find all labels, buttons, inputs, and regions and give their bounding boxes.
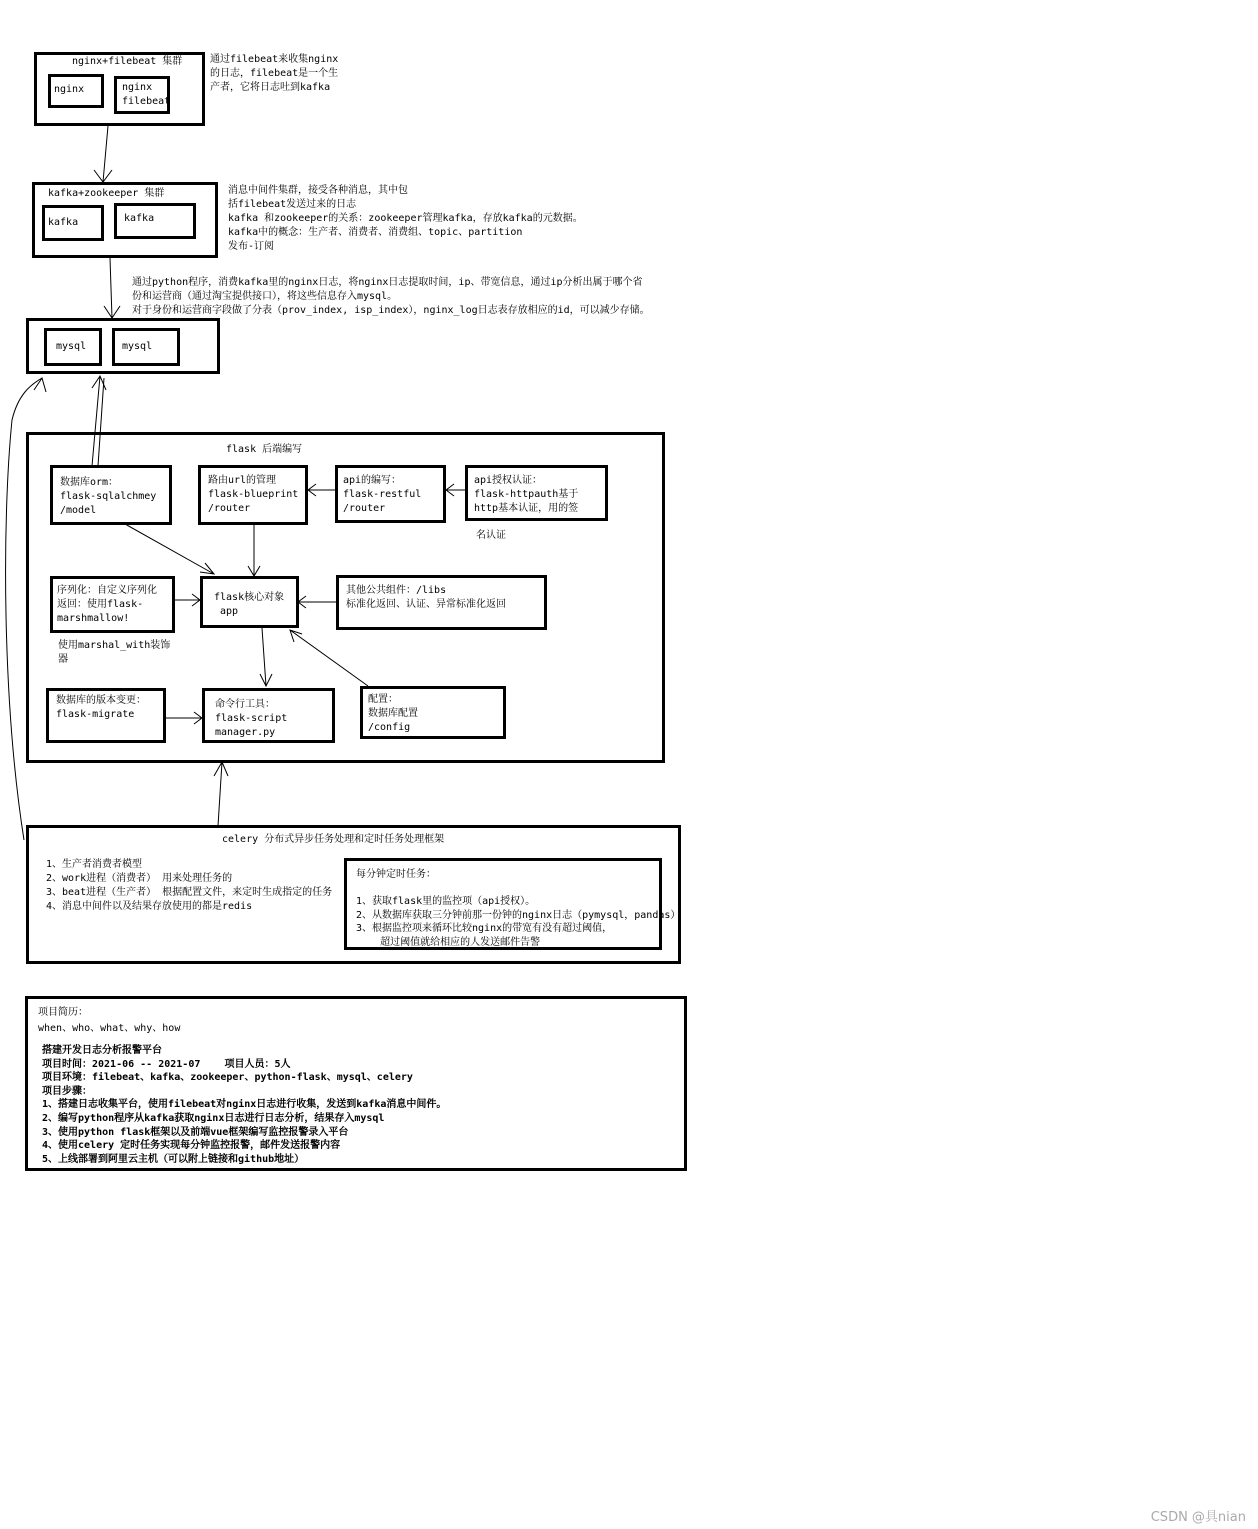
resume-body: 搭建开发日志分析报警平台 项目时间：2021-06 -- 2021-07 项目人员：5人 项目环境：filebeat、kafka、zookeeper、python-flask、mysql、celery 项目步骤： 1、搭建日志收集平台，使用filebeat对nginx日志进行收集，发送到kafka消息中间件。 2、编写python程序从kafka获取nginx日志进行日志分析，结果存入mysql 3、使用python flask框架以及前端vue框架编写监控报警录入平台 4、使用celery 定时任务实现每分钟监控报警，邮件发送报警内容 5、上线部署到阿里云主机（可以附上链接和github地址） [42, 1045, 447, 1165]
celery-items: 1、生产者消费者模型 2、work进程（消费者） 用来处理任务的 3、beat进程（生产者） 根据配置文件，来定时生成指定的任务 4、消息中间件以及结果存放使用的都是redis [46, 859, 333, 912]
python-consumer-note: 通过python程序，消费kafka里的nginx日志，将nginx日志提取时间，ip、带宽信息，通过ip分析出属于哪个省 份和运营商（通过淘宝提供接口），将这些信息存入mysql。 对于身份和运营商字段做了分表（prov_index, isp_index），nginx_log日志表存放相应的id，可以减少存储。 [132, 277, 650, 316]
script-text: 命令行工具： flask-script manager.py [215, 699, 288, 738]
nginx-cluster-title: nginx+filebeat 集群 [72, 56, 183, 67]
kafka-cluster-title: kafka+zookeeper 集群 [48, 188, 165, 199]
kafka-node-1-label: kafka [48, 217, 79, 228]
config-text: 配置： 数据库配置 /config [368, 694, 418, 733]
mysql-node-1-label: mysql [56, 341, 87, 352]
nginx-cluster-note: 通过filebeat来收集nginx 的日志，filebeat是一个生 产者，它将日志吐到kafka [210, 54, 339, 93]
router-text: 路由url的管理 flask-blueprint /router [208, 475, 299, 514]
nginx-node-label: nginx [54, 84, 85, 95]
arrow-celery-to-flask [214, 762, 228, 826]
celery-tasks-text: 每分钟定时任务： 1、获取flask里的监控项（api授权）。 2、从数据库获取三分钟前那一份钟的nginx日志（pymysql，pandas） 3、根据监控项来循环比较nginx的带宽有没有超过阈值， 超过阈值就给相应的人发送邮件告警 [356, 869, 681, 948]
mysql-node-2-label: mysql [122, 341, 153, 352]
resume-label: 项目简历： [38, 1007, 88, 1018]
auth-text: api授权认证： flask-httpauth基于 http基本认证，用的签 [474, 475, 579, 514]
api-text: api的编写： flask-restful /router [343, 475, 422, 514]
serialize-text: 序列化：自定义序列化 返回：使用flask- marshmallow! [57, 585, 157, 624]
auth-extra-text: 名认证 [476, 530, 506, 541]
libs-text: 其他公共组件：/libs 标准化返回、认证、异常标准化返回 [346, 585, 506, 610]
kafka-cluster-note: 消息中间件集群，接受各种消息，其中包 括filebeat发送过来的日志 kafka 和zookeeper的关系：zookeeper管理kafka，存放kafka的元数据。 kafka中的概念：生产者、消费者、消费组、topic、partition 发布-订阅 [228, 185, 583, 252]
filebeat-node-label: nginx filebeat [122, 82, 171, 107]
arrow-nginx-to-kafka [94, 126, 112, 182]
celery-title: celery 分布式异步任务处理和定时任务处理框架 [222, 834, 445, 845]
flask-title: flask 后端编写 [226, 444, 303, 455]
migrate-text: 数据库的版本变更： flask-migrate [56, 695, 146, 720]
orm-text: 数据库orm： flask-sqlalchmey /model [60, 477, 157, 516]
resume-questions: when、who、what、why、how [38, 1023, 181, 1034]
csdn-watermark: CSDN @具nian [1150, 1510, 1246, 1525]
marshal-note: 使用marshal_with装饰 器 [58, 640, 171, 665]
arrow-kafka-to-mysql [104, 258, 120, 318]
kafka-node-2-label: kafka [124, 213, 155, 224]
flask-core-text: flask核心对象 app [214, 592, 285, 617]
